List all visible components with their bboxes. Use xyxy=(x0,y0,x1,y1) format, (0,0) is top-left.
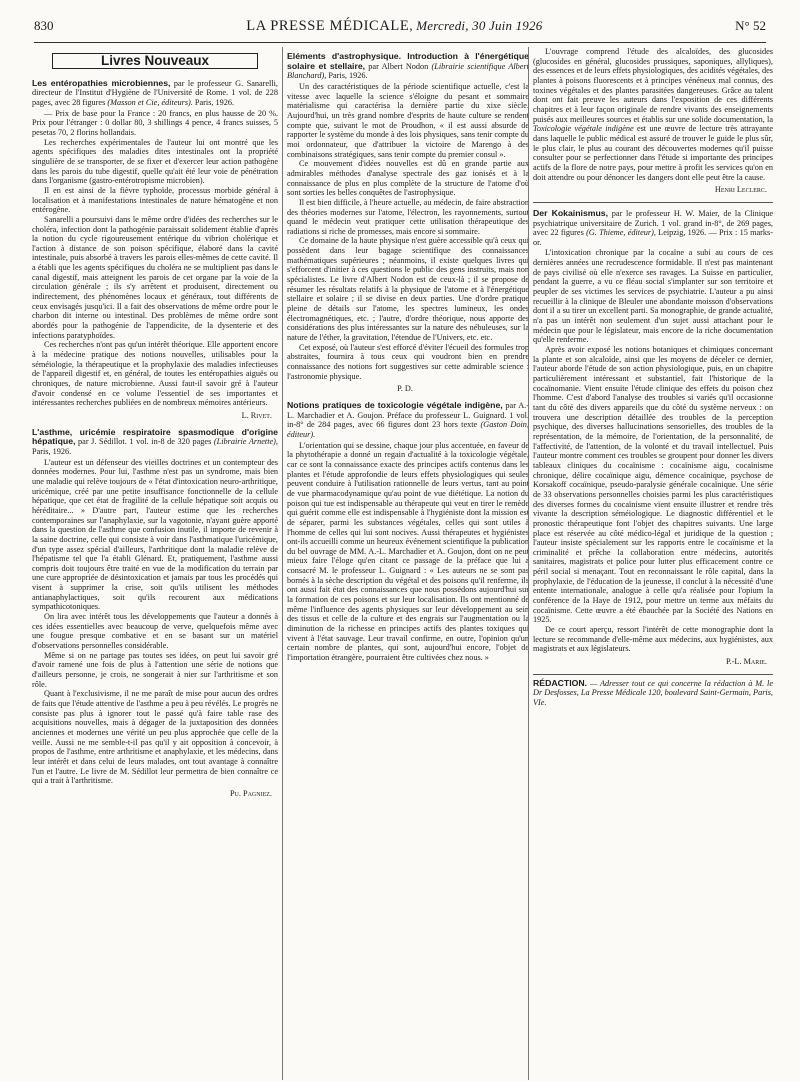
review-paragraph: Il est bien difficile, à l'heure actuelle, au médecin, de faire abstraction des théories modernes sur l'atome, l'électron, les rayonnements, surtout quand le médecin veut pratiquer cette utilisation thérapeutique des radiations si riche de promesses, mais encore si sommaire. xyxy=(287,197,529,236)
column-middle xyxy=(282,47,529,1080)
review-entete-toxicologie xyxy=(287,401,529,440)
book-title: Der Kokainismus, xyxy=(533,207,609,218)
column-left xyxy=(32,47,278,1080)
review-paragraph: De ce court aperçu, ressort l'intérêt de cette monographie dont la lecture se recommande d'elle-même aux médecins, aux hygiénistes, aux magistrats et aux législateurs. xyxy=(533,625,773,654)
review-signature: Henri Leclerc. xyxy=(714,185,767,195)
page-number: 830 xyxy=(34,18,54,33)
book-title: Notions pratiques de toxicologie végétale indigène, xyxy=(287,399,503,410)
review-paragraph: Même si on ne partage pas toutes ses idées, on peut lui savoir gré d'avoir ramené une fois de plus à l'attention une série de notions que d'ailleurs personne, je crois, ne songerait à nier sur l'arthritisme et son rôle. xyxy=(32,650,278,689)
review-entete-kokainismus xyxy=(533,209,773,248)
review-paragraph: Ces recherches n'ont pas qu'un intérêt théorique. Elle apportent encore à la médecine pratique des notions nouvelles, utilisables pour la séméiologie, la thérapeutique et la prophylaxie des maladies infectieuses de l'appareil digestif et, en général, de toutes les entéropathies aiguës ou chroniques, de nature microbienne. Aussi faut-il savoir gré à l'auteur d'avoir condensé en ce volume l'essentiel de ses importantes et intéressantes recherches publiées en de nombreux mémoires antérieurs. xyxy=(32,340,278,408)
paragraph-text: est une œuvre de lecture très attrayante dans laquelle le public médical est assuré de trouver le guide le plus sûr, le plus clair, le plus au courant des découvertes modernes qu'il puisse consulter pour se perfectionner dans l'étude si importante des principes actifs de la flore de notre pays, pour mettre à profit les services qu'on en doit attendre ou pour dénoncer les dangers dont elle peut être la cause. xyxy=(533,124,773,182)
review-paragraph: On lira avec intérêt tous les développements que l'auteur a donnés à ces idées essentielles avec beaucoup de verve, quelquefois même avec une fougue presque combative et en se basant sur un matériel d'observations personnelles considérable. xyxy=(32,612,278,651)
book-place: Leipzig, 1926. — Prix : 15 marks-or. xyxy=(533,228,773,247)
review-entete-asthme xyxy=(32,428,278,457)
paragraph-text: L'ouvrage comprend l'étude des alcaloïdes, des glucosides (glucosides en général, glucosides prussiques, saponiques, allyliques), des essences et de leurs effets physiologiques, des acidités végétales, des plantes à poisons fluorescents et à principes vénéneux mal connus, des toxines végétales et des plantes parasitées dangereuses. Grâce au talent dont ont fait preuve les auteurs dans l'exposition de ces différents chapitres et à leur façon originale de rendre vivants des enseignements puisés aux meilleures sources et établis sur une solide documentation, la xyxy=(533,47,773,124)
book-place: Paris, 1926. xyxy=(192,97,235,107)
book-place: Paris, 1926. xyxy=(326,71,368,81)
divider xyxy=(533,202,773,203)
redaction-label: RÉDACTION. xyxy=(533,677,588,688)
book-details: par Albert Nodon xyxy=(365,61,432,71)
review-entete-entéropathies xyxy=(32,79,278,108)
paragraph-italic: Toxicologie végétale indigène xyxy=(533,124,634,134)
book-publisher: (Librairie scientifique Albert Blanchard), xyxy=(287,61,529,81)
book-price: — Prix de base pour la France : 20 francs, en plus hausse de 20 %. Prix pour l'étranger : 0 dollar 80, 3 shillings 4 pence, 4 francs suisses, 5 pesetas 70, 2 florins hollandais. xyxy=(32,108,278,137)
review-paragraph: L'auteur est un défenseur des vieilles doctrines et un contempteur des données modernes. Pour lui, l'asthme n'est pas un syndrome, mais bien une maladie qui relève toujours de « l'état d'intoxication neuro-arthritique, uricémique, créé par une petite insuffisance fonctionnelle de la cellule hépatique, que cet état de fragilité de la cellule hépatique soit acquis ou héréditaire... » D'autre part, l'auteur estime que les recherches contemporaines sur l'anaphylaxie, sur la vagotonie, n'ayant guère apporté dans la question de l'asthme que confusion inutile, il importe de revenir à la saine doctrine, celle qui consiste à voir dans l'asthmatique l'uricémique, d'un type assez spécial d'ailleurs, l'arthritique dont la maladie relève de l'hépatisme tel que l'a établi Glénard. Et, pratiquement, l'asthme aussi compris doit toujours être traité en vue de la modification du terrain par une cure appropriée de désintoxication et jamais par tous les procédés qui visent à supprimer la crise, soit qu'ils utilisent les méthodes antianaphylactiques, soit qu'ils recourent aux médications sympathicotoniques. xyxy=(32,457,278,612)
book-details: par A.-L. Marchadier et A. Goujon. Préface du professeur L. Guignard. 1 vol. in-8° de 284 pages, avec 66 figures dont 23 hors texte xyxy=(287,400,529,430)
book-title: Eléments d'astrophysique. Introduction à l'énergétique solaire et stellaire, xyxy=(287,51,529,71)
book-place: Paris, 1926. xyxy=(32,446,72,456)
book-publisher: (Masson et Cie, éditeurs). xyxy=(107,97,193,107)
review-paragraph: Il en est ainsi de la fièvre typhoïde, processus morbide général à localisation et à manifestations intestinales de nature hématogène et non entérogène. xyxy=(32,185,278,215)
review-paragraph: Ce mouvement d'idées nouvelles est dû en grande partie aux admirables méthodes d'analyse spectrale des gaz ionisés et à la connaissance de plus en plus complète de la structure de l'atome d'où sont sorties les belles conquêtes de l'astrophysique. xyxy=(287,159,529,198)
book-title: L'asthme, uricémie respiratoire spasmodique d'origine hépatique, xyxy=(32,426,278,447)
book-details: par le professeur H. W. Maier, de la Clinique psychiatrique universitaire de Zurich. 1 vol. grand in-8°, de 269 pages, avec 22 figures xyxy=(533,208,773,238)
redaction-text: — Adresser tout ce qui concerne la rédaction à M. le Dr Desfosses, La Presse Médicale 120, boulevard Saint-Germain, Paris, VIe. xyxy=(533,678,773,707)
review-signature: L. Rivet. xyxy=(241,410,272,420)
review-signature: Pu. Pagniez. xyxy=(229,788,272,798)
book-publisher: (Librairie Arnette), xyxy=(213,437,278,447)
review-paragraph: L'orientation qui se dessine, chaque jour plus accentuée, en faveur de la phytothérapie a donné un regain d'actualité à la toxicologie végétale, car ce sont la connaissance exacte des principes actifs contenus dans les plantes et l'étude approfondie de leurs effets physiologiques qui seules peuvent conduire à l'utilisation rationnelle de leurs vertus, tant au point de vue pharmacodynamique qu'au point de vue diététique. La notion du poison qui tue est indispensable au thérapeute qui veut en tirer le remède qui guérit comme elle est indispensable à l'hygiéniste dont la mission est de séparer, parmi les substances végétales, celles qui sont utiles à l'homme de celles qui lui sont nocives. Aussi thérapeutes et hygiénistes ont-ils accueilli comme un heureux événement scientifique la publication du bel ouvrage de MM. A.-L. Marchadier et A. Goujon, dont on ne peut mieux faire l'éloge qu'en citant ce passage de la préface que lui a consacré M. le professeur L. Guignard : « Les auteurs ne se sont pas bornés à la sèche description du végétal et des poisons qu'il renferme, ils ont aussi fait état des connaissances que nous possédons aujourd'hui sur la formation de ces poisons et sur leur localisation. Ils ont mentionné de même l'influence des agents physiques sur leur développement au sein des tissus et celle de la culture et des engrais sur l'augmentation ou la diminution de la richesse en principes actifs des plantes toxiques qui vivent à l'état sauvage. Leur travail confirme, en outre, l'opinion qu'un certain nombre de plantes, qui sont, aujourd'hui encore, l'objet de l'importation étrangère, pourraient être cultivées chez nous. » xyxy=(287,440,529,663)
review-paragraph: Sanarelli a poursuivi dans le même ordre d'idées des recherches sur le choléra, infection dont la pathogénie paraissait solidement établie d'après la notion du cycle rigoureusement entérique du vibrion cholérique et l'action à distance de son poison spécifique, élaboré dans la cavité intestinale, puis absorbé à travers les parois elles-mêmes de cette cavité. Il a établi que les agents spécifiques du choléra ne se multiplient pas dans le canal digestif, mais atteignent les parois de cet organe par la voie de la circulation générale ; ils s'y arrêtent et produisent, directement ou indirectement, des phénomènes locaux et généraux, tout différents de ceux envisagés jusqu'ici. Il a fait des observations de même ordre pour le charbon dit interne ou intestinal. Des problèmes de même ordre sont abordés pour la pathogénie de l'appendicite, de la dysenterie et des infections paratyphoïdes. xyxy=(32,214,278,340)
book-details: par le professeur G. Sanarelli, directeur de l'Institut d'Hygiène de l'Université de Rome. 1 vol. de 228 pages, avec 28 figures xyxy=(32,78,278,107)
book-publisher: (Gaston Doin, éditeur). xyxy=(287,420,529,439)
review-signature: P. D. xyxy=(397,384,413,394)
review-paragraph: Après avoir exposé les notions botaniques et chimiques concernant la plante et son alcaloïde, ainsi que les moyens de déceler ce dernier, l'auteur aborde l'étude de son action physiologique, puis, en un chapitre particulièrement intéressant et substantiel, fait l'historique de la cocaïnomanie. Vient ensuite l'étude clinique des effets du poison chez l'homme. C'est d'abord l'analyse des troubles si variés qu'il occasionne tant du côté des divers appareils que du côté du système nerveux : on trouvera une description détaillée des troubles de la perception psychique, des diverses hallucinations sensorielles, des troubles de la représentation, de la mémoire, de l'orientation, de la personnalité, de l'affectivité, de l'attention, de la volonté et du travail intellectuel. Puis l'auteur montre comment ces troubles se groupent pour donner les divers tableaux cliniques du cocaïnisme : cocaïnisme aigu, cocaïnisme chronique, délire cocaïnique aigu, démence cocaïnique, psychose de Korsakoff cocaïnique, pseudo-paralysie générale cocaïnique. Une série de 33 observations personnelles choisies parmi les plus caractéristiques des diverses formes du cocaïnisme vient ensuite illustrer et rendre très vivante la description séméiologique. Le diagnostic différentiel et le pronostic thérapeutique font l'objet des chapitres suivants. Une large place est réservée au côté médico-légal et juridique de la question ; l'auteur insiste spécialement sur les rapports entre le cocaïnisme et la criminalité et prêche la collaboration entre médecins, autorités sanitaires, magistrats et police pour lutter plus efficacement contre ce péril social si menaçant. Tout en reconnaissant le rôle capital, dans la prophylaxie, de l'éducation de la jeunesse, il conclut à la nécessité d'une entente internationale, analogue à celle qu'a réalisée pour l'opium la conférence de la Haye de 1912, pour mettre un terme aux méfaits du cocaïnisme. Cette œuvre a été ébauchée par la Société des Nations en 1925. xyxy=(533,345,773,625)
review-paragraph: L'intoxication chronique par la cocaïne a subi au cours de ces dernières années une recrudescence formidable. Il n'est pas maintenant de pays civilisé où elle n'exerce ses ravages. La Suisse en particulier, pendant la guerre, a vu ce fléau social s'implanter sur son territoire et peupler de ses victimes les services de psychiatrie. L'auteur a pu ainsi recueillir à la clinique de Bleuler une abondante moisson d'observations dont il a su tirer un excellent parti. Sa monographie, de grande actualité, n'a pas un intérêt non seulement d'un sujet aussi attachant pour le médecin que pour le législateur, mais encore de la riche documentation qu'elle renferme. xyxy=(533,248,773,345)
book-title: Les entéropathies microbiennes, xyxy=(32,77,171,88)
review-entete-astrophysique xyxy=(287,52,529,81)
publication-name: LA PRESSE MÉDICALE xyxy=(246,18,410,34)
issue-number: N° 52 xyxy=(735,18,766,33)
issue-date: Mercredi, 30 Juin 1926 xyxy=(416,18,543,33)
review-signature: P.-L. Marie. xyxy=(725,657,767,667)
column-right xyxy=(528,47,773,1080)
masthead: LA PRESSE MÉDICALE, Mercredi, 30 Juin 1926 xyxy=(246,18,543,34)
section-title: Livres Nouveaux xyxy=(52,53,258,69)
review-paragraph: Un des caractéristiques de la période scientifique actuelle, c'est la vitesse avec laquelle la science s'éloigne du pesant et sommaire matérialisme qui caractérisa la dernière partie du xixe siècle. Aujourd'hui, un très grand nombre d'esprits de haute culture se rendent compte que, suivant le mot de Proudhon, « il est aussi absurde de rapporter le système du monde à des lois physiques, sans tenir compte du moi ordonnateur, que d'attribuer la victoire de Marengo à des combinaisons stratégiques, sans tenir compte du premier consul ». xyxy=(287,81,529,159)
book-publisher: (G. Thieme, éditeur), xyxy=(586,228,656,238)
review-paragraph: Les recherches expérimentales de l'auteur lui ont montré que les agents spécifiques des maladies dites intestinales ont la propriété singulière de se transporter, de se fixer et d'exercer leur action pathogène dans les parois du tube digestif, quelle qu'ait été leur voie de pénétration dans l'organisme (gastro-entérotropisme microbien). xyxy=(32,137,278,186)
review-paragraph: Quant à l'exclusivisme, il ne me paraît de mise pour aucun des ordres de faits que l'étude attentive de l'asthme a peu à peu révélés. Le progrès ne consiste pas plus à ignorer tout le passé qu'à faire table rase des acquisitions nouvelles, mais à dégager de la juxtaposition des données anciennes et modernes une vérité un peu plus approchée que celle de la veille. Aussi ne me semble-t-il pas qu'il y ait opposition à concevoir, à propos de l'asthme, entre arthritisme et anaphylaxie, et les médecins, dans leur intérêt et dans celui de leurs malades, ont tout avantage à connaître l'un et l'autre. Le livre de M. Sédillot leur permettra de bien connaître ce qui a trait à l'arthritisme. xyxy=(32,689,278,786)
book-details: par J. Sédillot. 1 vol. in-8 de 320 pages xyxy=(75,437,214,447)
review-paragraph xyxy=(533,47,773,182)
page-header xyxy=(34,18,766,43)
review-paragraph: Cet exposé, où l'auteur s'est efforcé d'éviter l'écueil des formules trop abstraites, fournira à tous ceux qui voudront bien en prendre connaissance des notions fort suggestives sur cette admirable science : l'astronomie physique. xyxy=(287,342,529,381)
redaction-notice xyxy=(533,674,773,708)
review-paragraph: Ce domaine de la haute physique n'est guère accessible qu'à ceux qui possèdent dans leur bagage scientifique des connaissances mathématiques supérieures ; néanmoins, il existe quelques livres qui s'efforcent d'initier à ces questions le public des gens instruits, mais non spécialistes. Le livre d'Albert Nodon est de ceux-là ; il se propose de résumer les résultats relatifs à la physique de l'atome et à l'énergétique stellaire et solaire ; il se divise en deux parties. Une d'ordre pratique pleine de détails sur l'atome, les spectres lumineux, les ondes électromagnétiques, etc. ; l'autre, d'ordre théorique, nous apporte des considérations des plus intéressantes sur la nature des nébuleuses, sur la nature de l'éther, la gravitation, l'étendue de l'Univers, etc. etc. xyxy=(287,236,529,343)
